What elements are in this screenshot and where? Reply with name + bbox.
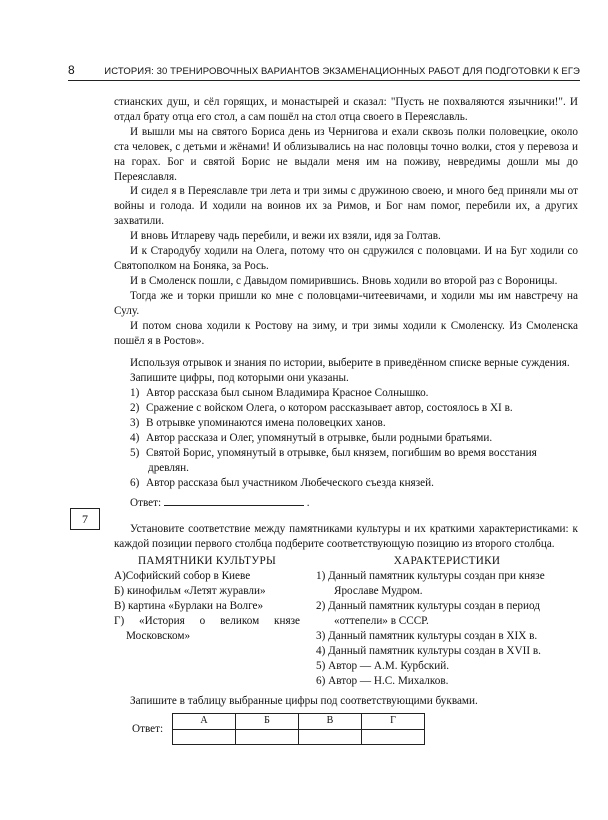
task6-note: Запишите цифры, под которыми они указаны. bbox=[130, 372, 349, 385]
task6-option: 4) Автор рассказа и Олег, упомянутый в отрывке, были родными братьями. bbox=[130, 431, 493, 444]
characteristics-header: ХАРАКТЕРИСТИКИ bbox=[393, 555, 501, 568]
passage-paragraph: И потом снова ходили к Ростову на зиму, и три зимы ходили к Смоленску. Из Смоленска пошёл я в Ростов». bbox=[114, 319, 578, 347]
monument-item: Б) кинофильм «Летят журавли» bbox=[114, 585, 266, 598]
task6-option: 6) Автор рассказа был участником Любеческого съезда князей. bbox=[130, 476, 434, 489]
running-title: ИСТОРИЯ: 30 ТРЕНИРОВОЧНЫХ ВАРИАНТОВ ЭКЗАМЕНАЦИОННЫХ РАБОТ ДЛЯ ПОДГОТОВКИ К ЕГЭ bbox=[104, 66, 580, 77]
passage-paragraph: Тогда же и торки пришли ко мне с половцами-читеевичами, и ходили мы им навстречу на Сулу. bbox=[114, 289, 578, 317]
task7-answer-label: Ответ: bbox=[132, 722, 164, 735]
monument-item: В) картина «Бурлаки на Волге» bbox=[114, 600, 264, 612]
passage-paragraph: И в Смоленск пошли, с Давыдом помирившись. Вновь ходили во второй раз с Вороницы. bbox=[130, 274, 558, 287]
task-number-box: 7 bbox=[70, 508, 100, 530]
task6-answer-label: Ответ: bbox=[130, 496, 162, 509]
monument-item: А)Софийский собор в Киеве bbox=[114, 570, 251, 583]
answer-cell-b[interactable] bbox=[236, 730, 299, 745]
answer-cell-v[interactable] bbox=[299, 730, 362, 745]
answer-table bbox=[172, 713, 425, 745]
passage-paragraph: И сидел я в Переяславле три лета и три зимы с дружиною своею, и много бед приняли мы от войны и голода. И ходили на воинов их за Римов, и Бог нам помог, перебили их, а других захватили. bbox=[114, 185, 578, 228]
task6-option: 2) Сражение с войском Олега, о котором рассказывает автор, состоялось в XI в. bbox=[130, 402, 513, 415]
task-6 bbox=[114, 356, 578, 510]
table-header-a: А bbox=[173, 714, 236, 730]
page-header bbox=[68, 62, 580, 82]
table-header-b: Б bbox=[236, 714, 299, 730]
passage-paragraph: стианских душ, и сёл горящих, и монастырей и сказал: "Пусть не похваляются язычники!". И отдал брату отца его стол, а сам пошёл на стол отца своего в Переяславль. bbox=[114, 96, 578, 123]
table-header-g: Г bbox=[362, 714, 425, 730]
task-7 bbox=[114, 522, 578, 745]
characteristic-item: 5) Автор — А.М. Курбский. bbox=[316, 659, 449, 672]
header-rule bbox=[68, 80, 580, 81]
characteristics-column bbox=[316, 554, 578, 688]
answer-cell-g[interactable] bbox=[362, 730, 425, 745]
characteristic-item: 3) Данный памятник культуры создан в XIX в. bbox=[316, 629, 538, 642]
answer-cell-a[interactable] bbox=[173, 730, 236, 745]
task6-option: 1) Автор рассказа был сыном Владимира Красное Солнышко. bbox=[130, 387, 429, 400]
task7-table-note: Запишите в таблицу выбранные цифры под соответствующими буквами. bbox=[130, 695, 478, 708]
characteristic-item: 6) Автор — Н.С. Михалков. bbox=[316, 674, 449, 687]
task6-option: 3) В отрывке упоминаются имена половецких ханов. bbox=[130, 417, 386, 430]
monuments-column bbox=[114, 554, 300, 688]
page-body bbox=[114, 95, 578, 745]
source-passage bbox=[114, 95, 578, 348]
task6-instruction: Используя отрывок и знания по истории, выберите в приведённом списке верные суждения. bbox=[130, 357, 570, 370]
task6-option: 5) Святой Борис, упомянутый в отрывке, был князем, погибшим во время восстания древлян. bbox=[130, 446, 537, 474]
task7-instruction: Установите соответствие между памятниками культуры и их краткими характеристиками: к каждой позиции первого столбца подберите соответствующую позицию из второго столбца. bbox=[114, 523, 578, 551]
monuments-header: ПАМЯТНИКИ КУЛЬТУРЫ bbox=[137, 555, 277, 568]
characteristic-item: 1) Данный памятник культуры создан при князе Ярославе Мудром. bbox=[316, 570, 545, 598]
passage-paragraph: И вновь Итлареву чадь перебили, и вежи их взяли, идя за Голтав. bbox=[130, 230, 441, 243]
task7-answer-row bbox=[132, 713, 578, 745]
task6-answer-field[interactable] bbox=[164, 495, 304, 506]
passage-paragraph: И вышли мы на святого Бориса день из Чернигова и ехали сквозь полки половецкие, около ста человек, с детьми и жёнами! И облизывались на нас половцы точно волки, стоя у перевоза и на горах. Бог и святой Борис не выдали меня им на поживу, невредимы дошли мы до Переяславля. bbox=[114, 125, 578, 183]
characteristic-item: 4) Данный памятник культуры создан в XVII в. bbox=[316, 644, 541, 657]
passage-paragraph: И к Стародубу ходили на Олега, потому что он сдружился с половцами. И на Буг ходили со Святополком на Боняка, за Рось. bbox=[114, 245, 578, 272]
matching-columns bbox=[114, 554, 578, 688]
page-number: 8 bbox=[68, 63, 75, 77]
task6-answer: Ответ: . bbox=[130, 496, 310, 509]
characteristic-item: 2) Данный памятник культуры создан в период «оттепели» в СССР. bbox=[316, 600, 540, 627]
monument-item: Г) «История о великом князе Московском» bbox=[114, 614, 300, 642]
table-header-v: В bbox=[299, 714, 362, 730]
